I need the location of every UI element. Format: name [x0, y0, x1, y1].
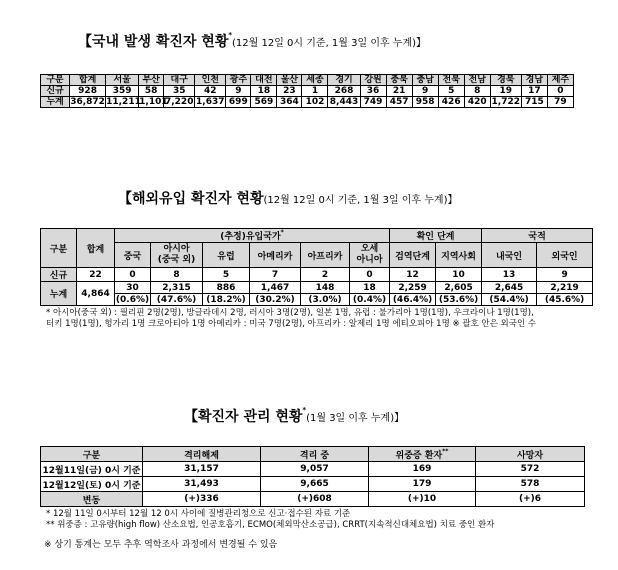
management-header-critical	[369, 447, 476, 462]
domestic-header-cell: 경기	[328, 75, 360, 86]
domestic-value-cell: 749	[360, 97, 386, 108]
domestic-header-cell: 경북	[490, 75, 521, 86]
domestic-header-cell: 광주	[226, 75, 251, 86]
management-note-line: * 12월 11일 0시부터 12월 12 0시 사이에 질병관리청으로 신고·접수된 자료 기준	[46, 509, 351, 519]
domestic-value-cell: 9	[412, 86, 438, 97]
domestic-value-cell: 79	[547, 97, 573, 108]
domestic-value-cell: 9	[226, 86, 251, 97]
overseas-cum-value: 2,645	[482, 282, 537, 294]
overseas-header-total: 합계	[77, 229, 115, 268]
domestic-value-cell: 17	[521, 86, 547, 97]
overseas-group-nationality: 국적	[482, 229, 593, 243]
overseas-cum-value: 2,259	[390, 282, 436, 294]
management-header-released: 격리해제	[143, 447, 261, 462]
domestic-value-cell: 958	[412, 97, 438, 108]
overseas-sub-asia	[151, 243, 203, 268]
management-header-critical-mark: **	[442, 447, 449, 455]
overseas-cum-percent: (46.4%)	[390, 294, 436, 306]
domestic-value-cell: 364	[277, 97, 302, 108]
domestic-value-cell: 715	[521, 97, 547, 108]
overseas-note-line: * 아시아(중국 외) : 필리핀 2명(2명), 방글라데시 2명, 러시아 3명(2명), 일본 1명, 유럽 : 불가리아 1명(1명), 우크라이나 1명(1명),	[46, 308, 534, 318]
domestic-header-cell: 인천	[195, 75, 226, 86]
domestic-value-cell: 36,872	[70, 97, 105, 107]
management-notes	[46, 509, 494, 531]
domestic-value-cell: 1	[302, 86, 328, 97]
management-row-label: 12월12일(토) 0시 기준	[41, 477, 143, 492]
overseas-note-line: 터키 1명(1명), 헝가리 1명 크로아티아 1명 아메리카 : 미국 7명(2명), 아프리카 : 알제리 1명 에티오피아 1명 ※ 괄호 안은 외국인 수	[46, 319, 537, 329]
overseas-new-value: 13	[482, 268, 537, 282]
domestic-header-cell: 강원	[360, 75, 386, 86]
management-row	[41, 477, 585, 492]
overseas-cum-label: 누계	[41, 282, 77, 306]
management-value-cell: (+)10	[369, 492, 476, 507]
domestic-header-cell: 대구	[164, 75, 195, 86]
overseas-sub-europe: 유럽	[203, 243, 250, 268]
domestic-value-cell: 102	[302, 97, 328, 108]
overseas-new-label: 신규	[41, 268, 77, 282]
domestic-header-cell: 충북	[386, 75, 412, 86]
overseas-cum-percent: (53.6%)	[436, 294, 482, 306]
domestic-title-sub: (12월 12일 0시 기준, 1월 3일 이후 누계)】	[232, 38, 427, 49]
overseas-row-new	[41, 268, 593, 282]
domestic-header-cell: 구분	[41, 75, 70, 86]
overseas-sub-oceania-line2: 아니아	[356, 255, 383, 265]
overseas-sub-china: 중국	[115, 243, 151, 268]
overseas-new-value: 8	[151, 268, 203, 282]
domestic-value-cell: 268	[328, 86, 360, 97]
overseas-sub-foreign: 외국인	[537, 243, 593, 268]
overseas-group-estimated	[115, 229, 390, 243]
overseas-cum-percent: (3.0%)	[301, 294, 350, 306]
domestic-value-cell: 426	[438, 97, 464, 108]
management-value-cell: 578	[476, 477, 585, 492]
domestic-table	[40, 74, 574, 108]
management-row-change	[41, 492, 585, 507]
management-value-cell: (+)6	[476, 492, 585, 507]
domestic-value-cell: 1,637	[196, 97, 225, 107]
overseas-sub-oceania	[350, 243, 390, 268]
management-title-text: 【확진자 관리 현황	[184, 409, 303, 425]
management-title-mark: *	[302, 406, 307, 414]
domestic-value-cell: 0	[547, 86, 573, 97]
management-row	[41, 462, 585, 477]
overseas-group-estimated-text: (추정)유입국가	[220, 232, 281, 242]
overseas-new-value: 0	[115, 268, 151, 282]
domestic-value-cell: 420	[464, 97, 490, 108]
domestic-value-cell: 8,443	[329, 97, 359, 107]
domestic-value-cell: 18	[251, 86, 277, 97]
overseas-cum-percent: (30.2%)	[250, 294, 301, 306]
domestic-value-cell: 23	[277, 86, 302, 97]
domestic-header-cell: 서울	[106, 75, 139, 86]
overseas-cum-total: 4,864	[77, 282, 115, 306]
domestic-value-cell: 36	[360, 86, 386, 97]
management-note-line: ** 위중증 : 고유량(high flow) 산소요법, 인공호흡기, ECMO(체외막산소공급), CRRT(지속적신대체요법) 치료 중인 환자	[46, 520, 495, 530]
overseas-cum-value: 1,467	[250, 282, 301, 294]
overseas-new-value: 9	[537, 268, 593, 282]
overseas-cum-percent: (0.4%)	[350, 294, 390, 306]
overseas-cum-value: 30	[115, 282, 151, 294]
overseas-sub-community: 지역사회	[436, 243, 482, 268]
overseas-cum-percent: (45.6%)	[537, 294, 593, 306]
management-value-cell: (+)608	[261, 492, 369, 507]
overseas-new-value: 5	[203, 268, 250, 282]
domestic-header-cell: 경남	[521, 75, 547, 86]
overseas-cum-value: 2,219	[537, 282, 593, 294]
domestic-row-new	[41, 86, 574, 97]
domestic-title-mark: *	[228, 31, 233, 39]
overseas-cum-value: 18	[350, 282, 390, 294]
overseas-new-value: 10	[436, 268, 482, 282]
domestic-value-cell: 7,220	[164, 97, 194, 107]
overseas-cum-value: 2,605	[436, 282, 482, 294]
overseas-title-text: 【해외유입 확진자 현황	[118, 191, 264, 207]
domestic-row-cumulative	[41, 97, 574, 108]
overseas-notes	[46, 308, 536, 330]
overseas-cum-percent: (54.4%)	[482, 294, 537, 306]
overseas-new-value: 0	[350, 268, 390, 282]
management-header-category: 구분	[41, 447, 143, 462]
overseas-title-sub: (12월 12일 0시 기준, 1월 3일 이후 누계)】	[263, 195, 458, 206]
domestic-value-cell: 8	[464, 86, 490, 97]
domestic-value-cell: 1,722	[491, 97, 521, 107]
management-value-cell: 9,057	[261, 462, 369, 477]
management-value-cell: 31,157	[143, 462, 261, 477]
management-value-cell: 179	[369, 477, 476, 492]
overseas-sub-quarantine: 검역단계	[390, 243, 436, 268]
domestic-value-cell: 569	[251, 97, 277, 108]
management-title	[184, 406, 404, 426]
domestic-title	[78, 31, 426, 51]
overseas-header-category: 구분	[41, 229, 77, 268]
domestic-value-cell: 35	[164, 86, 195, 97]
overseas-table	[40, 228, 593, 306]
domestic-title-text: 【국내 발생 확진자 현황	[78, 34, 229, 50]
management-value-cell: 169	[369, 462, 476, 477]
domestic-header-cell: 합계	[70, 75, 106, 86]
management-value-cell: (+)336	[143, 492, 261, 507]
overseas-new-value: 12	[390, 268, 436, 282]
domestic-header-cell: 전북	[438, 75, 464, 86]
domestic-value-cell: 42	[195, 86, 226, 97]
domestic-header-cell: 전남	[464, 75, 490, 86]
overseas-cum-percent: (47.6%)	[151, 294, 203, 306]
domestic-value-cell: 1,101	[139, 97, 168, 107]
domestic-row-label: 누계	[41, 97, 70, 108]
management-row-label: 12월11일(금) 0시 기준	[41, 462, 143, 477]
overseas-new-total: 22	[77, 268, 115, 282]
overseas-cum-value: 148	[301, 282, 350, 294]
overseas-cum-percent: (18.2%)	[203, 294, 250, 306]
overseas-new-value: 2	[301, 268, 350, 282]
statistics-footnote: ※ 상기 통계는 모두 추후 역학조사 과정에서 변경될 수 있음	[44, 540, 278, 550]
domestic-header-cell: 충남	[412, 75, 438, 86]
overseas-group-estimated-mark: *	[280, 229, 284, 236]
overseas-sub-asia-line2: (중국 외)	[157, 255, 196, 265]
overseas-sub-asia-line1: 아시아	[163, 244, 190, 254]
domestic-header-cell: 부산	[139, 75, 164, 86]
domestic-header-cell: 세종	[302, 75, 328, 86]
domestic-header-row	[41, 75, 574, 86]
overseas-title	[118, 188, 458, 208]
overseas-sub-oceania-line1: 오세	[360, 244, 379, 254]
domestic-value-cell: 457	[386, 97, 412, 108]
overseas-sub-america: 아메리카	[250, 243, 301, 268]
management-value-cell: 572	[476, 462, 585, 477]
management-table	[40, 446, 585, 507]
domestic-value-cell: 19	[490, 86, 521, 97]
management-header-deaths: 사망자	[476, 447, 585, 462]
management-header-isolated: 격리 중	[261, 447, 369, 462]
management-value-cell: 9,665	[261, 477, 369, 492]
overseas-row-cumulative	[41, 282, 593, 294]
domestic-value-cell: 11,211	[106, 97, 141, 107]
domestic-value-cell: 699	[226, 97, 251, 108]
overseas-cum-percent: (0.6%)	[115, 294, 150, 305]
overseas-cum-value: 2,315	[151, 282, 203, 294]
domestic-value-cell: 5	[438, 86, 464, 97]
domestic-value-cell: 21	[386, 86, 412, 97]
domestic-value-cell: 928	[70, 86, 106, 97]
domestic-value-cell: 359	[106, 86, 139, 97]
management-value-cell: 31,493	[143, 477, 261, 492]
domestic-value-cell: 58	[139, 86, 164, 97]
overseas-sub-africa: 아프리카	[301, 243, 350, 268]
overseas-sub-korean: 내국인	[482, 243, 537, 268]
domestic-header-cell: 대전	[251, 75, 277, 86]
management-header-critical-text: 위중증 환자	[395, 450, 443, 461]
overseas-cum-value: 886	[203, 282, 250, 294]
management-title-sub: (1월 3일 이후 누계)】	[306, 413, 405, 424]
management-row-label: 변동	[41, 492, 143, 507]
domestic-row-label: 신규	[41, 86, 70, 97]
domestic-header-cell: 제주	[547, 75, 573, 86]
domestic-header-cell: 울산	[277, 75, 302, 86]
overseas-group-check: 확인 단계	[390, 229, 482, 243]
overseas-row-percent	[41, 294, 593, 306]
overseas-new-value: 7	[250, 268, 301, 282]
